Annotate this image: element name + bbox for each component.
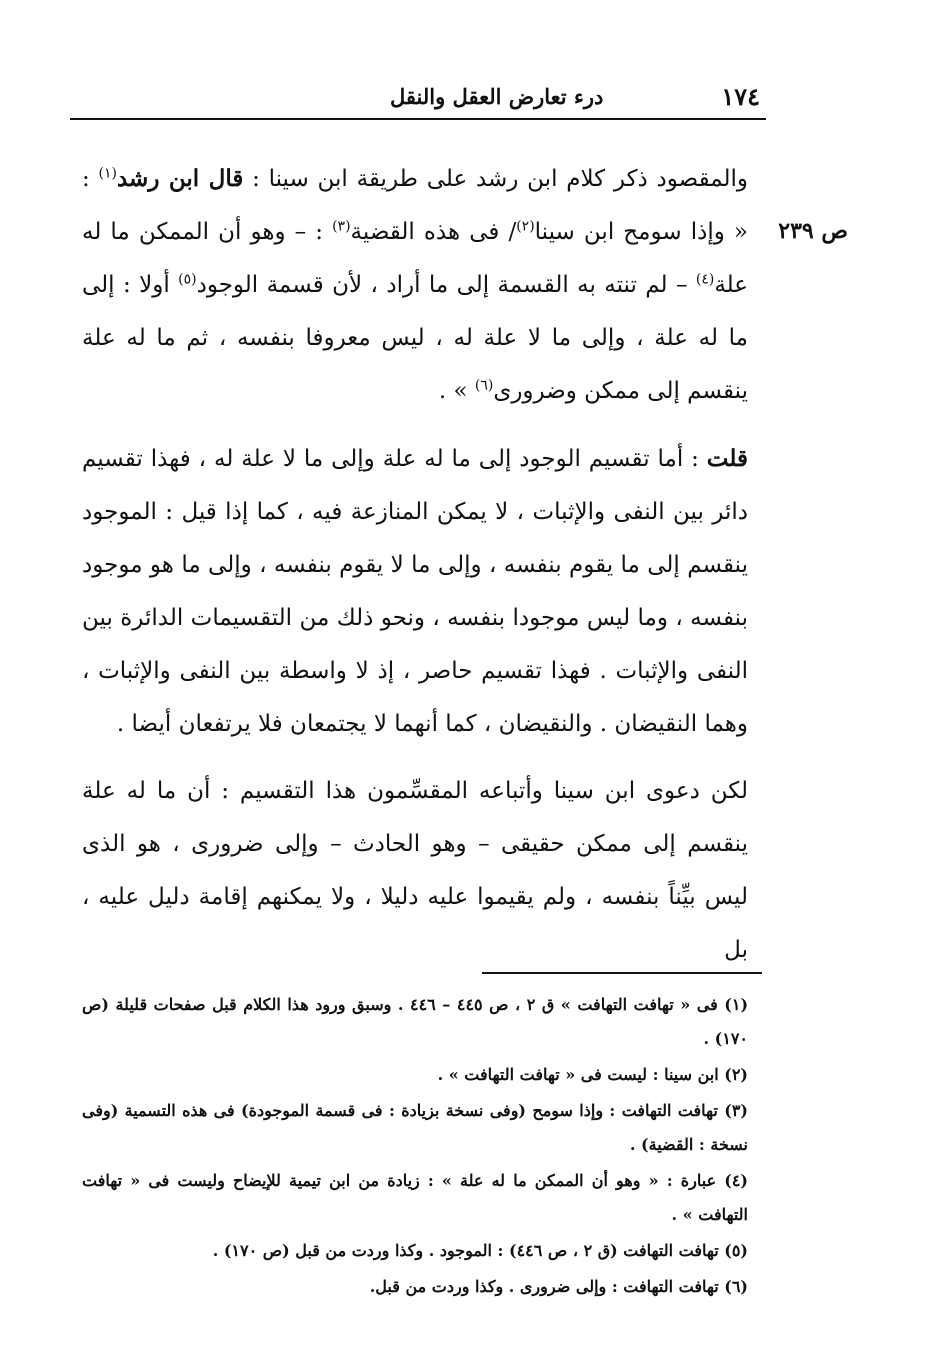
footnote-4: (٤) عبارة : « وهو أن الممكن ما له علة » : زيادة من ابن تيمية للإيضاح وليست فى « تهافت التهافت » . [82,1171,748,1224]
footnote-marker: (٥) [178,271,197,288]
bold-phrase: قال ابن رشد [116,165,244,192]
text-run: أولا : إلى ما له علة ، وإلى ما لا علة له ، ليس معروفا بنفسه ، ثم ما له علة ينقسم إلى ممكن وضرورى [82,272,748,404]
footnote-1: (١) فى « تهافت التهافت » ق ٢ ، ص ٤٤٥ – ٤٤٦ . وسبق ورود هذا الكلام قبل صفحات قليلة (ص ١٧٠) . [82,995,749,1048]
paragraph-1 [82,152,748,418]
text-run: : أما تقسيم الوجود إلى ما له علة وإلى ما لا علة له ، فهذا تقسيم دائر بين النفى والإثبات ، لا يمكن المنازعة فيه ، كما إذا قيل : الموجود ينقسم إلى ما يقوم بنفسه ، وإلى ما لا يقوم بنفسه ، وإلى ما هو موجود بنفسه ، وما ليس موجودا بنفسه ، ونحو ذلك من التقسيمات الدائرة بين النفى والإثبات . فهذا تقسيم حاصر ، إذ لا واسطة بين النفى والإثبات ، وهما النقيضان . والنقيضان ، كما أنهما لا يجتمعان فلا يرتفعان أيضا . [82,446,748,737]
main-text [82,152,748,991]
text-run: لكن دعوى ابن سينا وأتباعه المقسِّمون هذا التقسيم : أن ما له علة ينقسم إلى ممكن حقيقى – وهو الحادث – وإلى ضرورى ، هو الذى ليس بيِّناً بنفسه ، ولم يقيموا عليه دليلا ، ولا يمكنهم إقامة دليل عليه ، بل [82,778,748,963]
footnote-marker: (٦) [474,377,494,394]
footnote-5: (٥) تهافت التهافت (ق ٢ ، ص ٤٤٦) : الموجود . وكذا وردت من قبل (ص ١٧٠) . [212,1241,748,1260]
running-title: درء تعارض العقل والنقل [390,84,604,109]
footnote-marker: (٣) [332,218,351,235]
paragraph-2 [82,432,748,751]
footnote-divider [482,972,762,974]
footnote-6: (٦) تهافت التهافت : وإلى ضرورى . وكذا وردت من قبل. [369,1277,748,1296]
text-run: : – وهو أن الممكن ما له علة [82,219,748,298]
text-run: : « وإذا سومح ابن سينا [82,166,748,245]
page-number: ١٧٤ [721,82,760,111]
footnotes [82,988,748,1306]
text-run: – لم تنته به القسمة إلى ما أراد ، لأن قسمة الوجود [196,272,696,298]
footnote-marker: (١) [98,165,117,182]
page-header [70,78,766,120]
text-run: والمقصود ذكر كلام ابن رشد على طريقة ابن سينا : [243,166,749,192]
margin-page-reference: ص ٢٣٩ [778,218,848,244]
bold-phrase: قلت [706,445,748,472]
footnote-marker: (٢) [516,218,535,235]
paragraph-3 [82,765,748,977]
footnote-2: (٢) ابن سينا : ليست فى « تهافت التهافت » . [437,1065,748,1084]
text-run: / فى هذه القضية [350,219,517,245]
text-run: » . [438,378,475,404]
footnote-3: (٣) تهافت التهافت : وإذا سومح (وفى نسخة بزيادة : فى قسمة الموجودة) فى هذه التسمية (وفى نسخة : القضية) . [82,1101,748,1154]
footnote-marker: (٤) [695,271,715,288]
